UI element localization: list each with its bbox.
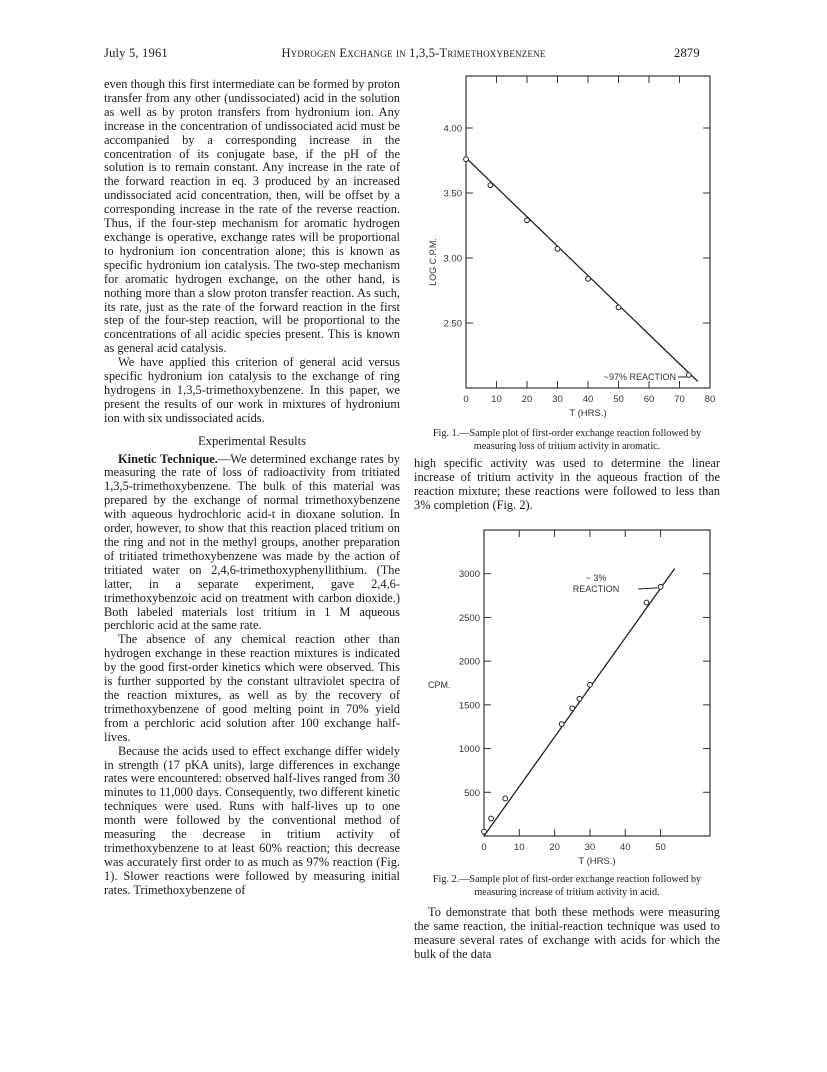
fit-line: [484, 568, 675, 836]
paragraph: high specific activity was used to determine the linear increase of tritium activity in the aqueous fraction of the reaction mixture; these reactions were followed to less than 3% completion (Fig. 2).: [414, 456, 720, 512]
data-point: [570, 706, 575, 711]
left-column: [104, 78, 400, 898]
x-tick-label: 50: [613, 394, 624, 405]
x-tick-label: 60: [643, 394, 655, 405]
y-tick-label: 4.00: [443, 123, 462, 135]
figure-2-chart: [414, 524, 724, 869]
x-tick-label: 30: [584, 842, 596, 853]
y-tick-label: 1500: [458, 700, 480, 712]
annotation-label-line2: REACTION: [572, 584, 620, 594]
section-heading: Experimental Results: [197, 433, 307, 448]
y-tick-label: 2000: [458, 656, 480, 668]
x-tick-label: 70: [674, 394, 685, 405]
annotation-label-line1: ~ 3%: [585, 573, 607, 583]
data-point: [616, 305, 621, 310]
y-tick-label: 3.00: [443, 253, 462, 265]
fit-line: [466, 158, 698, 382]
x-tick-label: 40: [582, 394, 594, 405]
data-point: [658, 584, 663, 589]
y-tick-label: 3000: [458, 569, 480, 581]
run-in-heading: Kinetic Technique.: [118, 451, 218, 466]
x-tick-label: 80: [704, 394, 716, 405]
figure-2-caption: Fig. 2.—Sample plot of first-order exchange reaction followed by measuring increase of tritium activity in acid.: [432, 874, 702, 898]
y-tick-label: 3.50: [443, 188, 462, 200]
x-tick-label: 50: [655, 842, 666, 853]
data-point: [555, 247, 560, 252]
x-tick-label: 30: [552, 394, 563, 405]
y-axis-label: LOG C.P.M.: [428, 238, 438, 286]
x-tick-label: 10: [514, 842, 525, 853]
y-tick-label: 2.50: [443, 318, 462, 330]
x-tick-label: 20: [549, 842, 560, 853]
data-point: [644, 600, 649, 605]
x-tick-label: 0: [481, 842, 487, 853]
figure-1-caption: Fig. 1.—Sample plot of first-order exchange reaction followed by measuring loss of tritium activity in aromatic.: [432, 428, 702, 452]
header-page-number: 2879: [674, 46, 700, 60]
header-date: July 5, 1961: [104, 46, 168, 60]
data-point: [586, 276, 591, 281]
paragraph-text: —We determined exchange rates by measuring the rate of loss of radioactivity from tritiated 1,3,5-trimethoxybenzene. The bulk of this material was prepared by the exchange of normal trimethoxybenzene with aqueous hydrochloric acid-t in dioxane solution. In order, however, to show that this reaction placed tritium on the ring and not in the methyl groups, another preparation of tritiated trimethoxybenzene was made by the action of tritiated water on 2,4,6-trimethoxyphenyllithium. (The latter, in a separate experiment, gave 2,4,6-trimethoxybenzoic acid on treatment with carbon dioxide.) Both labeled materials lost tritium in 1 M aqueous perchloric acid at the same rate.: [104, 451, 400, 633]
paragraph: [104, 453, 400, 634]
data-point: [489, 816, 494, 821]
data-point: [577, 696, 582, 701]
right-column-text-bottom: [414, 906, 720, 962]
paragraph: The absence of any chemical reaction other than hydrogen exchange in these reaction mixtures is indicated by the good first-order kinetics which were observed. This is further supported by the constant ultraviolet spectra of the reaction mixtures, as well as by the recovery of trimethoxybenzene of good melting point in 70% yield from a perchloric acid solution after 100 exchange half-lives.: [104, 632, 400, 744]
x-axis-label: T (HRS.): [569, 408, 607, 419]
y-tick-label: 2500: [458, 612, 480, 624]
data-point: [525, 218, 530, 223]
plot-frame: [466, 76, 710, 388]
figure-1-chart: [414, 70, 724, 425]
annotation-label: ~97% REACTION: [603, 372, 676, 382]
header-title: Hydrogen Exchange in 1,3,5-Trimethoxybenzene: [281, 46, 546, 60]
right-column-text-top: [414, 457, 720, 513]
data-point: [686, 373, 691, 378]
paragraph: We have applied this criterion of general acid versus specific hydronium ion catalysis to the exchange of ring hydrogens in 1,3,5-trimethoxybenzene. In this paper, we present the results of our work in mixtures of hydronium ion with six undissociated acids.: [104, 355, 400, 425]
y-tick-label: 500: [464, 787, 480, 799]
x-tick-label: 20: [521, 394, 533, 405]
x-tick-label: 40: [619, 842, 631, 853]
paragraph: even though this first intermediate can be formed by proton transfer from any other (undissociated) acid in the solution as well as by proton transfers from hydronium ion. Any increase in the concentration of undissociated acid must be accompanied by a corresponding increase in the concentration of its conjugate base, if the pH of the solution is to remain constant. Any increase in the rate of the forward reaction in eq. 3 produced by an increased undissociated acid concentration, then, will be offset by a corresponding increase in the rate of the reverse reaction. Thus, if the four-step mechanism for aromatic hydrogen exchange is operative, exchange rates will be proportional to hydronium ion concentration alone; this is known as specific hydronium ion catalysis. The two-step mechanism for aromatic hydrogen exchange, on the other hand, is nothing more than a slow proton transfer reaction. As such, its rate, just as the rate of the forward reaction in the first step of the four-step reaction, will be proportional to the concentrations of all acidic species present. This is known as general acid catalysis.: [104, 77, 400, 356]
x-tick-label: 0: [463, 394, 469, 405]
data-point: [559, 722, 564, 727]
paragraph: Because the acids used to effect exchange differ widely in strength (17 pKA units), large differences in exchange rates were encountered: observed half-lives ranged from 30 minutes to 11,000 days. Consequently, two different kinetic techniques were used. Runs with half-lives up to one month were followed by the conventional method of measuring the decrease in tritium activity of trimethoxybenzene to at least 60% reaction; this decrease was accurately first order to as much as 97% reaction (Fig. 1). Slower reactions were followed by measuring initial rates. Trimethoxybenzene of: [104, 743, 400, 897]
x-axis-label: T (HRS.): [578, 856, 616, 867]
annotation-arrow: [638, 588, 658, 589]
data-point: [503, 796, 508, 801]
y-axis-label: CPM.: [428, 680, 451, 690]
data-point: [464, 157, 469, 162]
data-point: [588, 682, 593, 687]
paragraph: To demonstrate that both these methods were measuring the same reaction, the initial-reaction technique was used to measure several rates of exchange with acids for which the bulk of the data: [414, 905, 720, 961]
x-tick-label: 10: [491, 394, 502, 405]
data-point: [482, 829, 487, 834]
y-tick-label: 1000: [458, 744, 480, 756]
data-point: [488, 183, 493, 188]
